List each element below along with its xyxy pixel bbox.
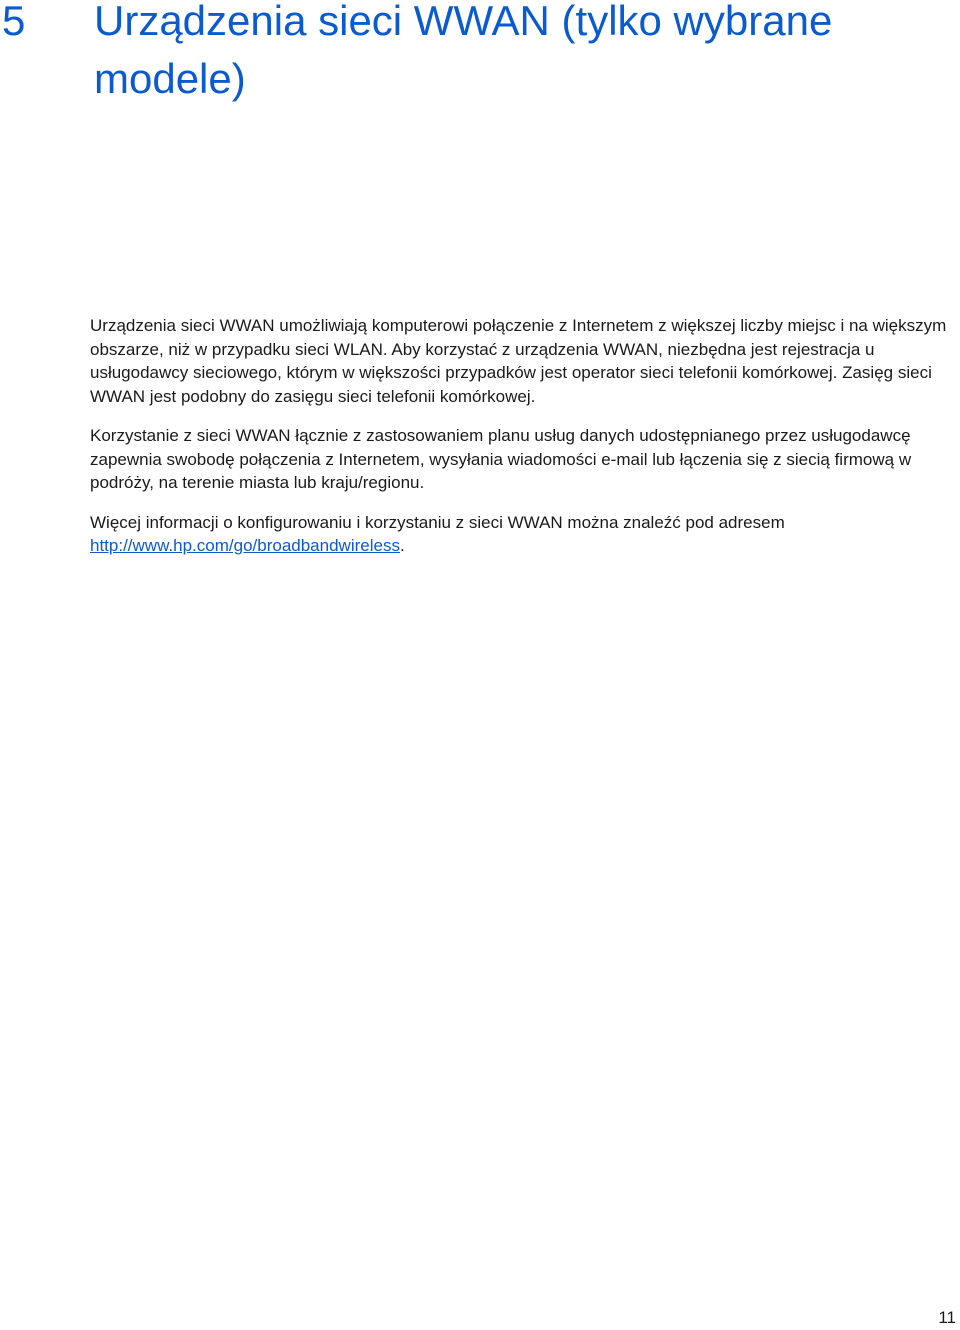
paragraph-more-info [90,511,958,558]
chapter-number: 5 [2,0,26,44]
paragraph-intro: Urządzenia sieci WWAN umożliwiają komputerowi połączenie z Internetem z większej liczby miejsc i na większym obszarze, niż w przypadku sieci WLAN. Aby korzystać z urządzenia WWAN, niezbędna jest rejestracja u usługodawcy sieciowego, którym w większości przypadków jest operator sieci telefonii komórkowej. Zasięg sieci WWAN jest podobny do zasięgu sieci telefonii komórkowej. [90,316,947,406]
more-info-text: Więcej informacji o konfigurowaniu i korzystaniu z sieci WWAN można znaleźć pod adresem [90,512,785,532]
broadband-wireless-link[interactable]: http://www.hp.com/go/broadbandwireless [90,536,400,555]
chapter-title: Urządzenia sieci WWAN (tylko wybrane modele) [94,0,833,102]
paragraph-usage: Korzystanie z sieci WWAN łącznie z zastosowaniem planu usług danych udostępnianego przez usługodawcę zapewnia swobodę połączenia z Internetem, wysyłania wiadomości e-mail lub łączenia się z siecią firmową w podróży, na terenie miasta lub kraju/regionu. [90,426,912,492]
chapter-body [90,314,958,574]
page-number: 11 [938,1308,956,1327]
more-info-suffix: . [399,536,405,555]
